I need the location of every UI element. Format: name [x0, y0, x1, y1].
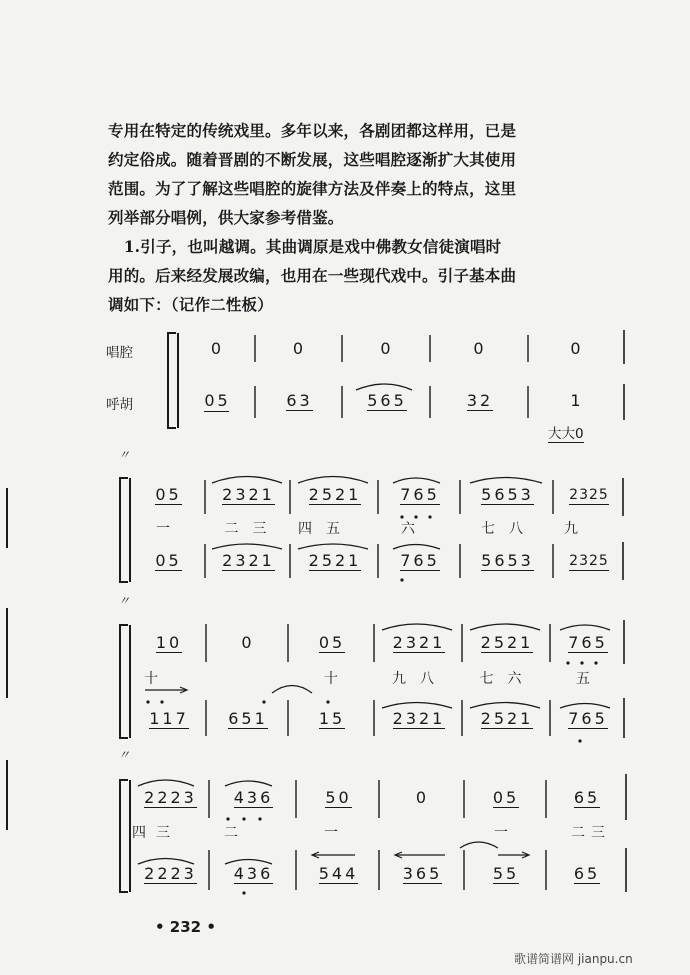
page-number: • 232 •	[155, 918, 216, 936]
breath-mark: 〃	[118, 594, 131, 608]
prose-line: 调如下：（记作二性板）	[108, 295, 273, 314]
prose-line: 专用在特定的传统戏里。多年以来，各剧团都这样用，已是	[108, 121, 517, 140]
lower-note: 2521	[308, 551, 362, 570]
prose-line: 列举部分唱例，供大家参考借鉴。	[108, 208, 344, 227]
upper-note: 5653	[481, 485, 534, 504]
upper-note: 2325	[569, 487, 609, 503]
huqin-note: 32	[466, 391, 494, 410]
upper-note: 0	[241, 633, 255, 652]
huqin-note: 05	[204, 391, 231, 410]
watermark: 歌谱简谱网 jianpu.cn	[514, 952, 633, 966]
upper-note: 10	[155, 633, 183, 652]
lower-note: 5653	[481, 551, 534, 570]
huqin-note: 63	[286, 391, 313, 410]
scan-edge	[6, 608, 8, 698]
upper-note: 05	[155, 485, 182, 504]
breath-mark: 〃	[118, 748, 131, 762]
lower-note: 55	[492, 864, 520, 883]
prose-line: 用的。后来经发展改编，也用在一些现代戏中。引子基本曲	[108, 266, 517, 285]
lower-note: 05	[155, 551, 182, 570]
upper-note: 2521	[308, 485, 362, 504]
scan-edge	[6, 760, 8, 830]
vocal-note: 0	[210, 339, 225, 358]
lyric: 五	[576, 671, 604, 687]
lower-note: 765	[400, 551, 440, 570]
upper-note: 765	[568, 633, 608, 652]
lyric: 四五	[298, 521, 354, 537]
lower-note: 2521	[480, 709, 534, 728]
huqin-note: 1	[570, 391, 584, 410]
lower-note: 365	[402, 864, 443, 883]
lyric: 九	[564, 521, 592, 537]
lyric: 七八	[481, 521, 537, 537]
lower-note: 117	[149, 709, 189, 728]
lower-note: 544	[318, 864, 359, 883]
vocal-note: 0	[473, 339, 487, 358]
upper-note: 436	[233, 788, 274, 807]
upper-note: 2223	[144, 788, 197, 807]
vocal-note: 0	[380, 339, 394, 358]
lower-note: 436	[233, 864, 274, 883]
scan-edge	[6, 488, 8, 548]
lower-note: 2321	[392, 709, 446, 728]
vocal-note: 0	[570, 339, 584, 358]
lower-note: 2223	[144, 864, 197, 883]
lyric: 九八	[392, 671, 448, 687]
upper-note: 2521	[480, 633, 534, 652]
prose-line: 范围。为了了解这些唱腔的旋律方法及伴奏上的特点，这里	[108, 179, 517, 198]
lyric: 二三	[571, 825, 611, 841]
lyric: 七六	[479, 671, 536, 687]
upper-note: 2321	[222, 485, 275, 504]
huqin-label: 呼胡	[106, 397, 133, 413]
lower-note: 2321	[222, 551, 275, 570]
lyric: 四三	[132, 825, 180, 841]
lyric: 一	[494, 825, 522, 841]
yinzi-paragraph	[108, 232, 628, 319]
lower-note: 65	[573, 864, 601, 883]
lyric: 六	[401, 521, 429, 537]
upper-note: 05	[492, 788, 520, 807]
upper-note: 765	[400, 485, 440, 504]
lyric: 一	[156, 521, 184, 537]
lyric: 十	[324, 671, 352, 687]
lyric: 一	[324, 825, 352, 841]
prose-line: 约定俗成。随着晋剧的不断发展，这些唱腔逐渐扩大其使用	[108, 150, 517, 169]
lyric: 二三	[224, 521, 281, 537]
lyric: 二	[224, 825, 252, 841]
lower-note: 15	[318, 709, 346, 728]
upper-note: 50	[325, 788, 352, 807]
upper-note: 65	[573, 788, 601, 807]
vocal-label: 唱腔	[106, 345, 133, 361]
lyric: 十	[144, 671, 172, 687]
lower-note: 2325	[569, 553, 609, 569]
upper-note: 0	[415, 788, 430, 807]
intro-paragraph	[108, 116, 628, 232]
lower-note: 651	[228, 709, 268, 728]
lower-note: 765	[568, 709, 608, 728]
prose-line: 1.引子，也叫越调。其曲调原是戏中佛教女信徒演唱时	[108, 237, 502, 256]
upper-note: 05	[318, 633, 346, 652]
breath-mark: 〃	[118, 448, 131, 462]
gong-annotation: 大大0	[548, 422, 584, 443]
huqin-note: 565	[367, 391, 407, 410]
vocal-note: 0	[292, 339, 307, 358]
upper-note: 2321	[392, 633, 446, 652]
